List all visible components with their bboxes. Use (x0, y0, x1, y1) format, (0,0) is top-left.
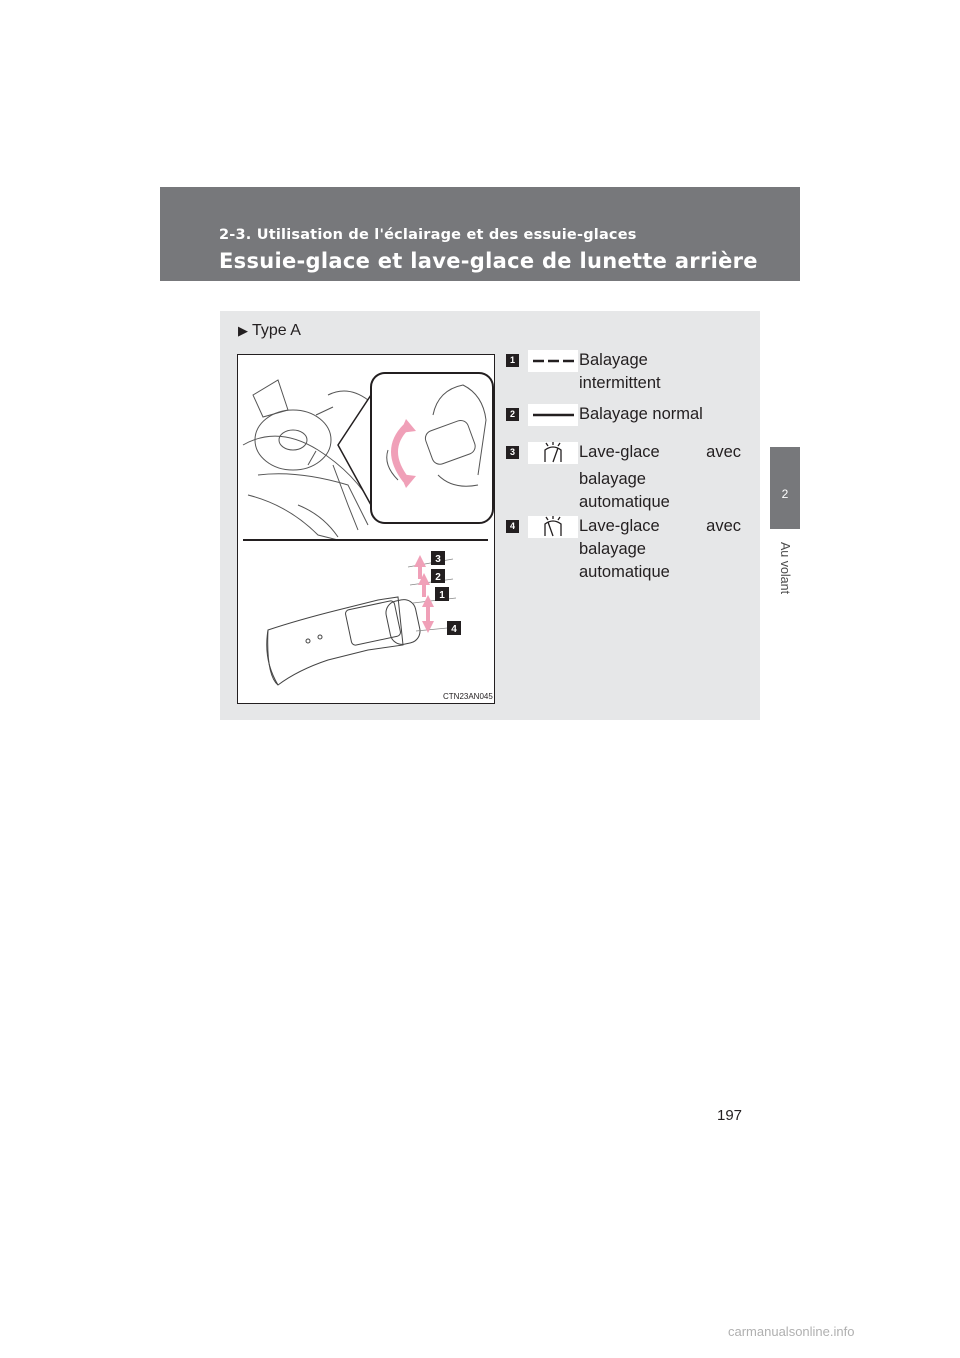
illustration-caption: CTN23AN045 (443, 692, 493, 701)
page-title: Essuie-glace et lave-glace de lunette arrière (219, 249, 758, 273)
callout-2: 2 (435, 572, 441, 583)
legend-text-2: Balayage normal (579, 405, 703, 423)
legend-text-4a: Lave-glace avec (579, 517, 741, 535)
chapter-label: Au volant (778, 541, 792, 595)
chapter-tab (770, 447, 800, 529)
legend-text-1a: Balayage (579, 351, 648, 369)
watermark: carmanualsonline.info (728, 1324, 855, 1339)
callout-badges (431, 551, 461, 635)
triangle-bullet-icon: ▶ (238, 323, 248, 338)
lever-sketch (267, 597, 422, 685)
page-number: 197 (717, 1107, 743, 1124)
position-arrows (414, 555, 434, 633)
washer-wiper-icon (528, 516, 578, 538)
callout-4: 4 (451, 624, 457, 635)
dashed-line-icon (528, 350, 578, 372)
chapter-number: 2 (781, 487, 789, 501)
legend-badge-2: 2 (506, 408, 519, 421)
legend-text-4b: balayage (579, 540, 646, 558)
legend-text-3c: automatique (579, 493, 670, 511)
callout-3: 3 (435, 554, 441, 565)
legend-text-4c: automatique (579, 563, 670, 581)
legend-text-3a: Lave-glace avec (579, 443, 741, 461)
callout-1: 1 (439, 590, 445, 601)
illustration-drawing (238, 355, 496, 705)
chapter-header (160, 187, 800, 281)
legend-badge-1: 1 (506, 354, 519, 367)
section-title: 2-3. Utilisation de l'éclairage et des essuie-glaces (219, 227, 637, 243)
type-heading (238, 322, 301, 340)
washer-wiper-icon (528, 442, 578, 464)
type-heading-text: Type A (252, 322, 301, 339)
legend-text-3b: balayage (579, 470, 646, 488)
legend-text-1b: intermittent (579, 374, 661, 392)
wiper-lever-illustration (237, 354, 495, 704)
solid-line-icon (528, 404, 578, 426)
legend-badge-4: 4 (506, 520, 519, 533)
legend-badge-3: 3 (506, 446, 519, 459)
